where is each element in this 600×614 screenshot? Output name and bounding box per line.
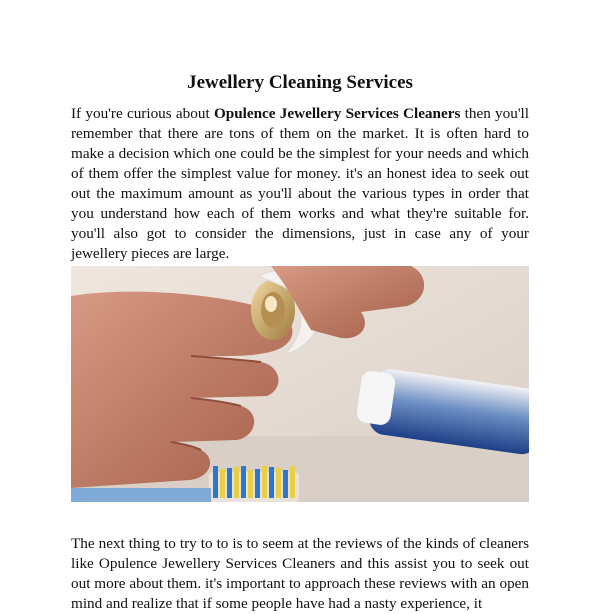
intro-paragraph <box>71 104 529 264</box>
intro-bold-phrase: Opulence Jewellery Services Cleaners <box>213 105 461 122</box>
page-title: Jewellery Cleaning Services <box>187 72 413 93</box>
intro-rest: then you'll remember that there are tons of them on the market. It is often hard to make a decision which one could be the simplest for your needs and which of them offer the simplest value for money. it's an honest idea to seek out out the maximum amount as you'll about the various types in order that you understand how each of them works and what they're suitable for. you'll also got to consider the dimensions, just in case any of your jewellery pieces are large. <box>71 105 530 262</box>
ring-cleaning-photo <box>71 266 529 502</box>
intro-lead: If you're curious about <box>71 105 214 122</box>
reviews-paragraph: The next thing to try to to is to seem at the reviews of the kinds of cleaners like Opulence Jewellery Services Cleaners and this assist you to seek out out more about them. it's important to approach these reviews with an open mind and realize that if some people have had a nasty experience, it <box>71 535 529 612</box>
